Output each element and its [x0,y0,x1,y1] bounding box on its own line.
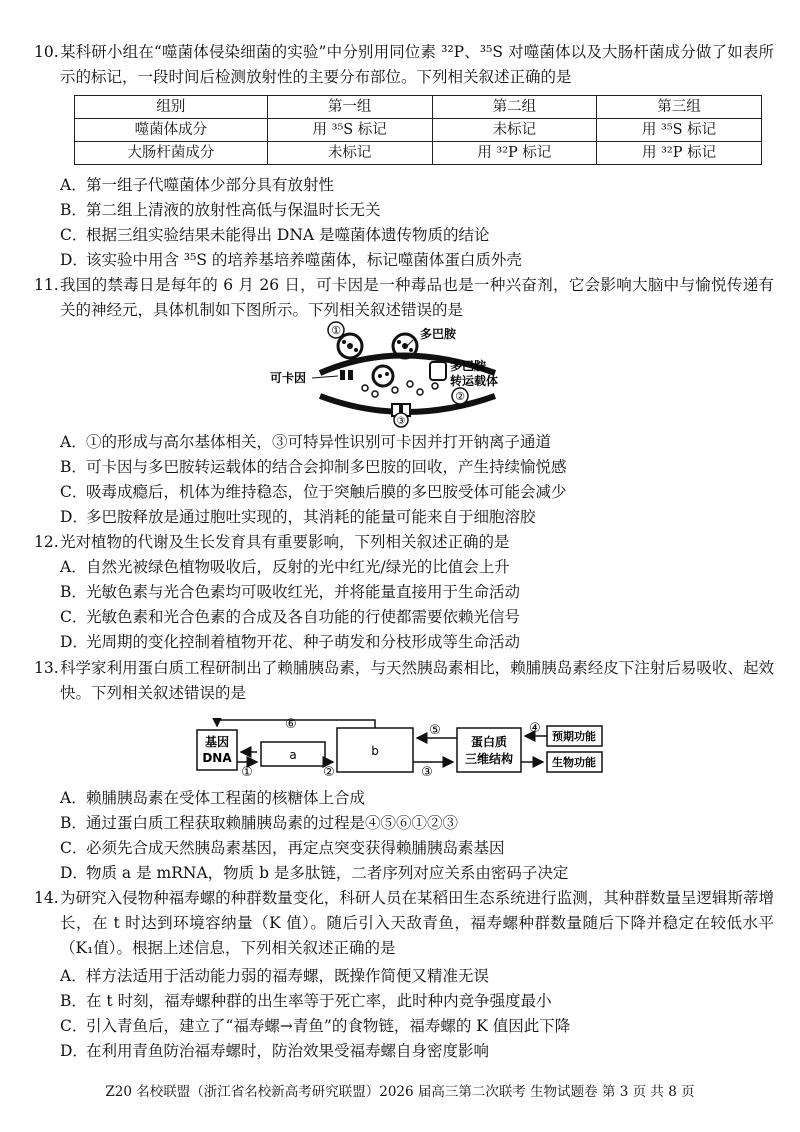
table-header-cell: 第三组 [597,96,762,119]
option-text: 在利用青鱼防治福寿螺时，防治效果受福寿螺自身密度影响 [86,1042,490,1060]
option-label: D． [60,508,88,526]
gene-label: 基因 [204,735,230,749]
option-label: C． [60,1017,88,1035]
table-cell: 用 ³⁵S 标记 [597,119,762,142]
page-footer: Z20 名校联盟（浙江省名校新高考研究联盟）2026 届高三第二次联考 生物试题卷 第 3 页 共 8 页 [105,1084,695,1100]
option-text: 该实验中用含 ³⁵S 的培养基培养噬菌体，标记噬菌体蛋白质外壳 [86,251,522,269]
question-13 [34,656,774,706]
question-stem: 光对植物的代谢及生长发育具有重要影响，下列相关叙述正确的是 [60,533,510,551]
option-label: D． [60,864,88,882]
option-d [60,861,568,885]
option-label: A． [60,967,87,985]
table-header-cell: 组别 [75,96,268,119]
pointer-line [312,376,338,378]
option-c [60,605,520,629]
fusing-vesicle [373,366,393,386]
question-14 [34,886,774,961]
option-a [60,555,510,579]
table-cell: 用 ³⁵S 标记 [267,119,432,142]
option-label: A． [60,433,87,451]
option-c [60,1014,570,1038]
option-b [60,811,458,835]
option-b [60,989,552,1013]
option-text: 第二组上清液的放射性高低与保温时长无关 [86,201,381,219]
labeling-table [74,95,762,165]
option-label: B． [60,458,87,476]
option-text: 多巴胺释放是通过胞吐实现的，其消耗的能量可能来自于细胞溶胶 [86,508,536,526]
option-text: 赖脯胰岛素在受体工程菌的核糖体上合成 [86,789,366,807]
step-4: ④ [529,721,541,736]
step-1: ① [241,765,253,778]
question-12 [34,530,774,555]
cocaine-molecules [340,370,353,380]
step-2: ② [323,765,335,778]
biological-function-label: 生物功能 [552,756,596,769]
option-text: 自然光被绿色植物吸收后，反射的光中红光/绿光的比值会上升 [86,558,510,576]
dna-label: DNA [202,751,232,765]
question-number: 10. [34,43,59,61]
option-text: 引入青鱼后，建立了“福寿螺→青鱼”的食物链，福寿螺的 K 值因此下降 [86,1017,571,1035]
option-b [60,455,567,479]
option-text: 通过蛋白质工程获取赖脯胰岛素的过程是④⑤⑥①②③ [86,814,459,832]
question-number: 14. [34,889,59,907]
label-dopamine: 多巴胺 [420,327,457,341]
option-b [60,580,520,604]
label-b: b [371,744,379,758]
label-3: ③ [396,416,406,427]
pointer-line [407,340,413,346]
table-cell: 噬菌体成分 [75,119,268,142]
step-3: ③ [421,765,433,778]
label-a: a [289,748,297,762]
question-11 [34,273,774,323]
table-cell: 未标记 [267,142,432,165]
question-stem: 科学家利用蛋白质工程研制出了赖脯胰岛素，与天然胰岛素相比，赖脯胰岛素经皮下注射后易吸收、起效快。下列相关叙述错误的是 [60,659,774,702]
option-a [60,430,551,454]
option-text: ①的形成与高尔基体相关，③可特异性识别可卡因并打开钠离子通道 [86,433,552,451]
protein-label: 蛋白质 [470,735,508,749]
option-d [60,505,536,529]
vesicle [338,334,362,358]
table-cell: 未标记 [432,119,597,142]
option-d [60,630,520,654]
label-transporter-2: 转运载体 [450,374,499,388]
option-label: C． [60,226,88,244]
option-b [60,198,381,222]
question-stem: 为研究入侵物种福寿螺的种群数量变化，科研人员在某稻田生态系统进行监测，其种群数量呈逻辑斯蒂增长，在 t 时达到环境容纳量（K 值）。随后引入天敌青鱼，福寿螺种群数量随后下降并稳定在较低水平（K₁值）。根据上述信息，下列相关叙述正确的是 [60,889,774,957]
question-number: 13. [34,659,59,677]
option-label: A． [60,176,87,194]
option-a [60,786,365,810]
option-text: 光敏色素与光合色素均可吸收红光，并将能量直接用于生命活动 [86,583,521,601]
question-10 [34,40,774,90]
option-label: B． [60,201,87,219]
option-text: 第一组子代噬菌体少部分具有放射性 [86,176,335,194]
option-text: 可卡因与多巴胺转运载体的结合会抑制多巴胺的回收，产生持续愉悦感 [86,458,567,476]
option-a [60,964,489,988]
question-stem: 某科研小组在“噬菌体侵染细菌的实验”中分别用同位素 ³²P、³⁵S 对噬菌体以及大肠杆菌成分做了如表所示的标记，一段时间后检测放射性的主要分布部位。下列相关叙述正确的是 [60,43,774,86]
dopamine-transporter [430,362,446,380]
label-cocaine: 可卡因 [270,371,307,385]
option-d [60,1039,489,1063]
option-d [60,248,522,272]
label-1: ① [331,324,341,337]
structure-label: 三维结构 [464,752,514,766]
option-label: B． [60,583,87,601]
expected-function-label: 预期功能 [552,730,596,743]
table-row [75,119,762,142]
option-a [60,173,334,197]
option-label: C． [60,483,88,501]
step-6: ⑥ [285,718,297,732]
option-c [60,836,505,860]
option-text: 物质 a 是 mRNA，物质 b 是多肽链，二者序列对应关系由密码子决定 [86,864,569,882]
option-text: 在 t 时刻，福寿螺种群的出生率等于死亡率，此时种内竞争强度最小 [86,992,552,1010]
question-number: 11. [34,276,59,294]
question-number: 12. [34,533,59,551]
option-label: C． [60,608,88,626]
option-label: B． [60,992,87,1010]
question-stem: 我国的禁毒日是每年的 6 月 26 日，可卡因是一种毒品也是一种兴奋剂，它会影响大脑中与愉悦传递有关的神经元，具体机制如下图所示。下列相关叙述错误的是 [60,276,774,319]
option-text: 光周期的变化控制着植物开花、种子萌发和分枝形成等生命活动 [86,633,521,651]
table-header-cell: 第一组 [267,96,432,119]
protein-engineering-flowchart [195,718,605,778]
option-label: A． [60,558,87,576]
table-cell: 大肠杆菌成分 [75,142,268,165]
dopamine-molecules [362,381,438,397]
label-2: ② [455,390,465,403]
option-label: C． [60,839,88,857]
option-text: 样方法适用于活动能力弱的福寿螺，既操作简便又精准无误 [86,967,490,985]
table-row [75,142,762,165]
option-label: B． [60,814,87,832]
option-c [60,480,567,504]
table-cell: 用 ³²P 标记 [432,142,597,165]
step-5: ⑤ [429,723,441,738]
table-header-cell: 第二组 [432,96,597,119]
option-c [60,223,490,247]
option-label: D． [60,1042,88,1060]
synapse-diagram [270,318,530,428]
option-text: 吸毒成瘾后，机体为维持稳态，位于突触后膜的多巴胺受体可能会减少 [86,483,567,501]
option-label: D． [60,251,88,269]
option-text: 必须先合成天然胰岛素基因，再定点突变获得赖脯胰岛素基因 [86,839,505,857]
table-header-row [75,96,762,119]
option-label: A． [60,789,87,807]
option-text: 根据三组实验结果未能得出 DNA 是噬菌体遗传物质的结论 [86,226,490,244]
option-text: 光敏色素和光合色素的合成及各自功能的行使都需要依赖光信号 [86,608,521,626]
label-transporter-1: 多巴胺 [450,359,487,373]
table-cell: 用 ³²P 标记 [597,142,762,165]
option-label: D． [60,633,88,651]
